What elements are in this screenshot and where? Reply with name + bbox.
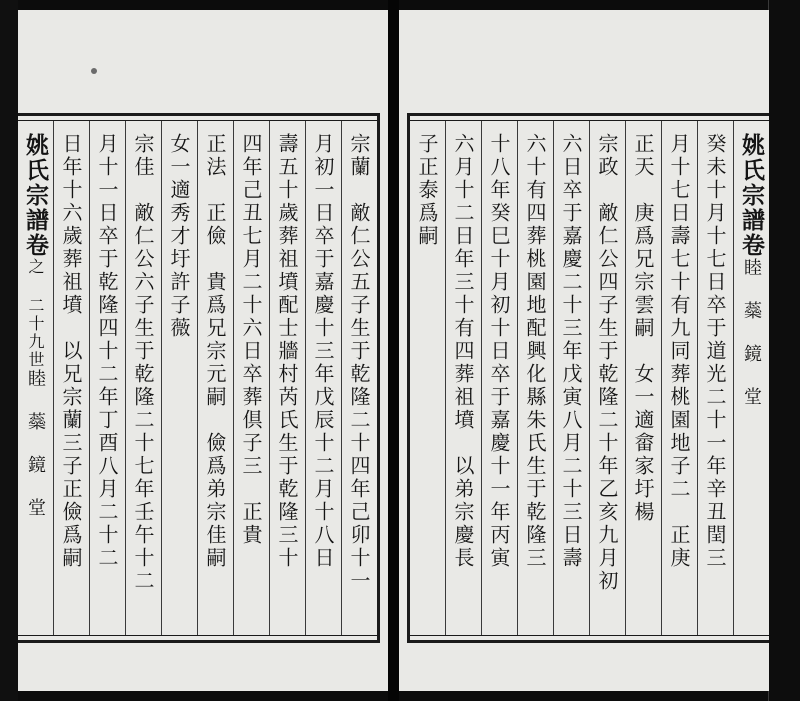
left-page xyxy=(18,10,388,691)
text-column: 日年十六歲葬祖墳 以兄宗蘭三子正儉爲嗣 xyxy=(53,121,89,635)
text-column: 壽五十歲葬祖墳配士牆村芮氏生于乾隆三十 xyxy=(269,121,305,635)
text-column: 宗佳 敵仁公六子生于乾隆二十七年壬午十二 xyxy=(125,121,161,635)
text-column: 月初一日卒于嘉慶十三年戊辰十二月十八日 xyxy=(305,121,341,635)
right-page-frame-inner xyxy=(410,120,769,636)
text-column: 癸未十月十七日卒于道光二十一年辛丑閏三 xyxy=(697,121,733,635)
right-page xyxy=(399,10,769,691)
text-column: 六月十二日年三十有四葬祖墳 以弟宗慶長 xyxy=(445,121,481,635)
text-column: 四年己丑七月二十六日卒葬倶子三 正貴 xyxy=(233,121,269,635)
book-edge-right xyxy=(768,0,800,701)
text-column: 六十有四葬桃園地配興化縣朱氏生于乾隆三 xyxy=(517,121,553,635)
text-column: 女一適秀才圩許子薇 xyxy=(161,121,197,635)
margin-title: 姚氏宗譜 xyxy=(22,133,49,233)
left-page-frame xyxy=(18,113,380,643)
margin-title: 姚氏宗譜 xyxy=(738,133,765,233)
text-column: 六日卒于嘉慶二十三年戊寅八月二十三日壽 xyxy=(553,121,589,635)
right-page-columns xyxy=(410,121,769,635)
book-edge-left xyxy=(0,0,18,701)
margin-hall: 睦 蘂 鏡 堂 xyxy=(25,369,46,518)
margin-hall: 睦 蘂 鏡 堂 xyxy=(741,258,762,407)
text-column: 正天 庚爲兄宗雲嗣 女一適畲家圩楊 xyxy=(625,121,661,635)
margin-title-column xyxy=(733,121,769,635)
text-column: 宗政 敵仁公四子生于乾隆二十年乙亥九月初 xyxy=(589,121,625,635)
text-column: 月十一日卒于乾隆四十二年丁酉八月二十二 xyxy=(89,121,125,635)
right-page-frame xyxy=(407,113,769,643)
text-column: 月十七日壽七十有九同葬桃園地子二 正庚 xyxy=(661,121,697,635)
text-column: 子正泰爲嗣 xyxy=(415,133,439,248)
page-smudge xyxy=(91,68,97,74)
text-column: 正法 正儉 貴爲兄宗元嗣 儉爲弟宗佳嗣 xyxy=(197,121,233,635)
book-spine xyxy=(388,0,399,701)
margin-section: 之 二十九世 xyxy=(26,258,45,369)
margin-volume: 卷 xyxy=(22,233,49,258)
margin-title-column xyxy=(18,121,53,635)
left-page-frame-inner xyxy=(18,120,377,636)
left-page-columns xyxy=(18,121,377,635)
text-column: 宗蘭 敵仁公五子生于乾隆二十四年己卯十一 xyxy=(341,121,377,635)
text-column: 十八年癸巳十月初十日卒于嘉慶十一年丙寅 xyxy=(481,121,517,635)
margin-volume: 卷 xyxy=(738,233,765,258)
